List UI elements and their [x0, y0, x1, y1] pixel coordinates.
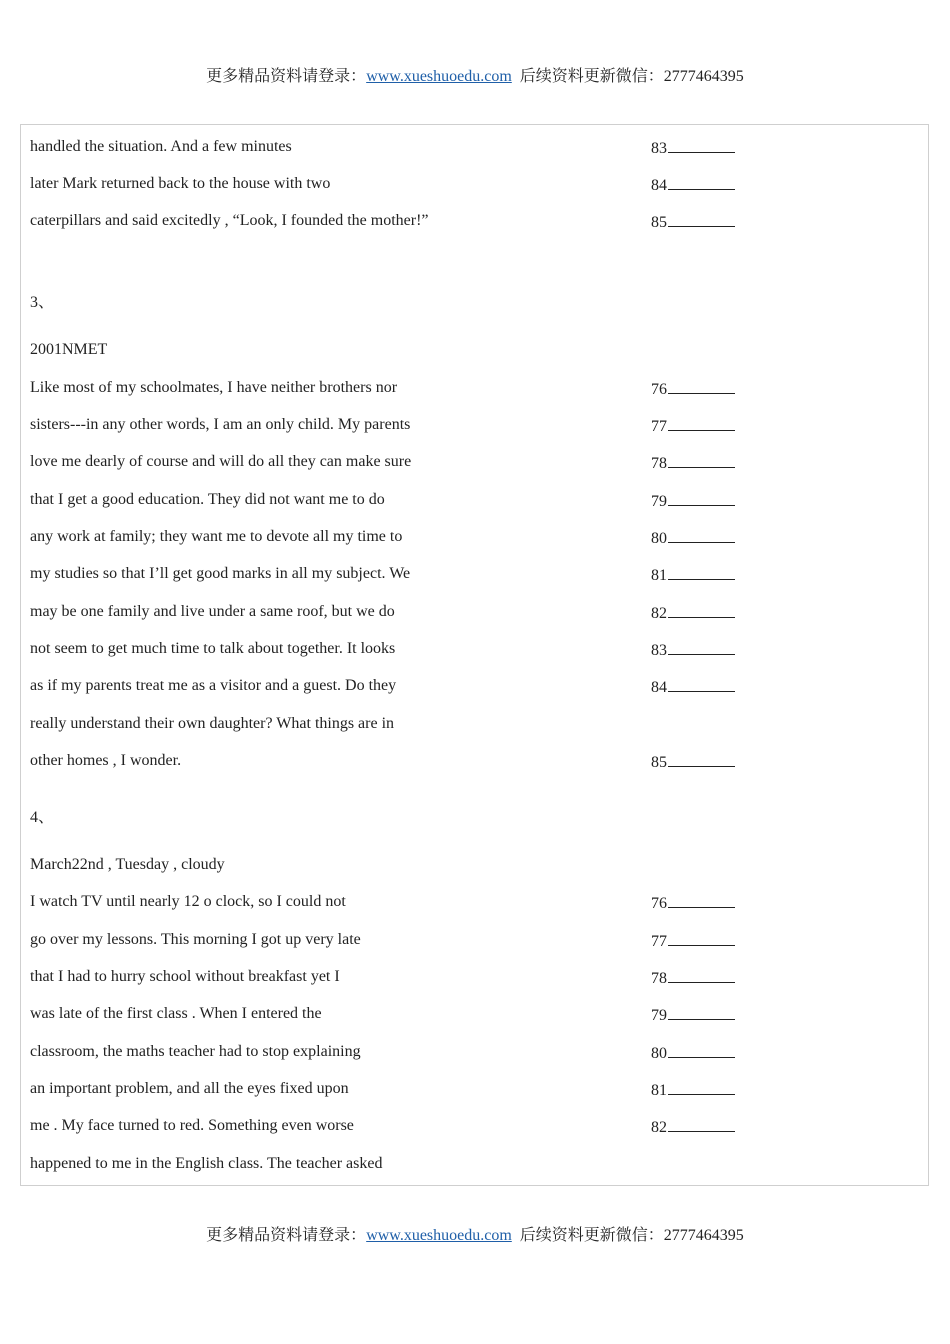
answer-number: 82: [651, 1119, 667, 1136]
blank-line: [668, 526, 735, 543]
blank-line: [668, 136, 735, 153]
text-line: love me dearly of course and will do all they can make sure: [30, 453, 412, 470]
answer-blank[interactable]: [651, 891, 735, 913]
answer-blank[interactable]: [651, 1003, 735, 1025]
header-link[interactable]: www.xueshuoedu.com: [366, 68, 512, 85]
section-number: 4、: [30, 809, 55, 826]
answer-number: 76: [651, 381, 667, 398]
answer-number: 76: [651, 895, 667, 912]
text-line: was late of the first class . When I entered the: [30, 1005, 322, 1022]
blank-line: [668, 451, 735, 468]
text-line: that I had to hurry school without breakfast yet I: [30, 968, 340, 985]
text-line: as if my parents treat me as a visitor and a guest. Do they: [30, 677, 397, 694]
blank-line: [668, 377, 735, 394]
footer-banner: [0, 1226, 950, 1246]
footer-prefix: 更多精品资料请登录：: [206, 1227, 367, 1244]
section-title: March22nd , Tuesday , cloudy: [30, 856, 225, 873]
answer-blank[interactable]: [651, 1041, 735, 1063]
blank-line: [668, 1003, 735, 1020]
text-line: not seem to get much time to talk about together. It looks: [30, 640, 396, 657]
answer-number: 77: [651, 418, 667, 435]
blank-line: [668, 929, 735, 946]
answer-number: 83: [651, 140, 667, 157]
answer-number: 83: [651, 642, 667, 659]
blank-line: [668, 750, 735, 767]
header-suffix: 后续资料更新微信：2777464395: [519, 68, 744, 85]
text-line: really understand their own daughter? What things are in: [30, 715, 395, 732]
text-line: happened to me in the English class. The teacher asked: [30, 1155, 383, 1172]
header-banner: [0, 67, 950, 87]
answer-number: 80: [651, 530, 667, 547]
footer-suffix: 后续资料更新微信：2777464395: [519, 1227, 744, 1244]
answer-blank[interactable]: [651, 526, 735, 548]
text-line: any work at family; they want me to devote all my time to: [30, 528, 403, 545]
answer-blank[interactable]: [651, 1078, 735, 1100]
text-line: Like most of my schoolmates, I have neither brothers nor: [30, 379, 398, 396]
answer-blank[interactable]: [651, 563, 735, 585]
section-number: 3、: [30, 294, 55, 311]
blank-line: [668, 601, 735, 618]
text-line: an important problem, and all the eyes fixed upon: [30, 1080, 349, 1097]
answer-blank[interactable]: [651, 136, 735, 158]
text-line: may be one family and live under a same roof, but we do: [30, 603, 395, 620]
answer-blank[interactable]: [651, 601, 735, 623]
answer-number: 81: [651, 1082, 667, 1099]
answer-blank[interactable]: [651, 638, 735, 660]
text-line: caterpillars and said excitedly , “Look, I founded the mother!”: [30, 212, 429, 229]
answer-number: 79: [651, 493, 667, 510]
text-line: I watch TV until nearly 12 o clock, so I could not: [30, 893, 346, 910]
answer-number: 77: [651, 933, 667, 950]
text-line: my studies so that I’ll get good marks in all my subject. We: [30, 565, 411, 582]
text-line: handled the situation. And a few minutes: [30, 138, 292, 155]
answer-blank[interactable]: [651, 750, 735, 772]
answer-number: 84: [651, 679, 667, 696]
blank-line: [668, 675, 735, 692]
answer-number: 82: [651, 605, 667, 622]
answer-blank[interactable]: [651, 210, 735, 232]
answer-number: 81: [651, 567, 667, 584]
footer-link[interactable]: www.xueshuoedu.com: [366, 1227, 512, 1244]
answer-number: 78: [651, 970, 667, 987]
answer-blank[interactable]: [651, 414, 735, 436]
answer-blank[interactable]: [651, 489, 735, 511]
answer-number: 79: [651, 1007, 667, 1024]
text-line: that I get a good education. They did not want me to do: [30, 491, 385, 508]
text-line: sisters---in any other words, I am an only child. My parents: [30, 416, 411, 433]
text-line: go over my lessons. This morning I got up very late: [30, 931, 361, 948]
answer-blank[interactable]: [651, 173, 735, 195]
answer-blank[interactable]: [651, 929, 735, 951]
answer-blank[interactable]: [651, 451, 735, 473]
section-title: 2001NMET: [30, 341, 108, 358]
blank-line: [668, 173, 735, 190]
blank-line: [668, 891, 735, 908]
answer-blank[interactable]: [651, 377, 735, 399]
header-prefix: 更多精品资料请登录：: [206, 68, 367, 85]
text-line: later Mark returned back to the house with two: [30, 175, 331, 192]
blank-line: [668, 638, 735, 655]
answer-number: 84: [651, 177, 667, 194]
answer-number: 85: [651, 214, 667, 231]
answer-number: 78: [651, 455, 667, 472]
text-line: other homes , I wonder.: [30, 752, 182, 769]
text-line: me . My face turned to red. Something even worse: [30, 1117, 354, 1134]
answer-blank[interactable]: [651, 1115, 735, 1137]
blank-line: [668, 1078, 735, 1095]
blank-line: [668, 563, 735, 580]
blank-line: [668, 489, 735, 506]
blank-line: [668, 1041, 735, 1058]
answer-number: 80: [651, 1045, 667, 1062]
answer-number: 85: [651, 754, 667, 771]
answer-blank[interactable]: [651, 675, 735, 697]
blank-line: [668, 1115, 735, 1132]
answer-blank[interactable]: [651, 966, 735, 988]
blank-line: [668, 210, 735, 227]
text-line: classroom, the maths teacher had to stop explaining: [30, 1043, 361, 1060]
blank-line: [668, 966, 735, 983]
blank-line: [668, 414, 735, 431]
